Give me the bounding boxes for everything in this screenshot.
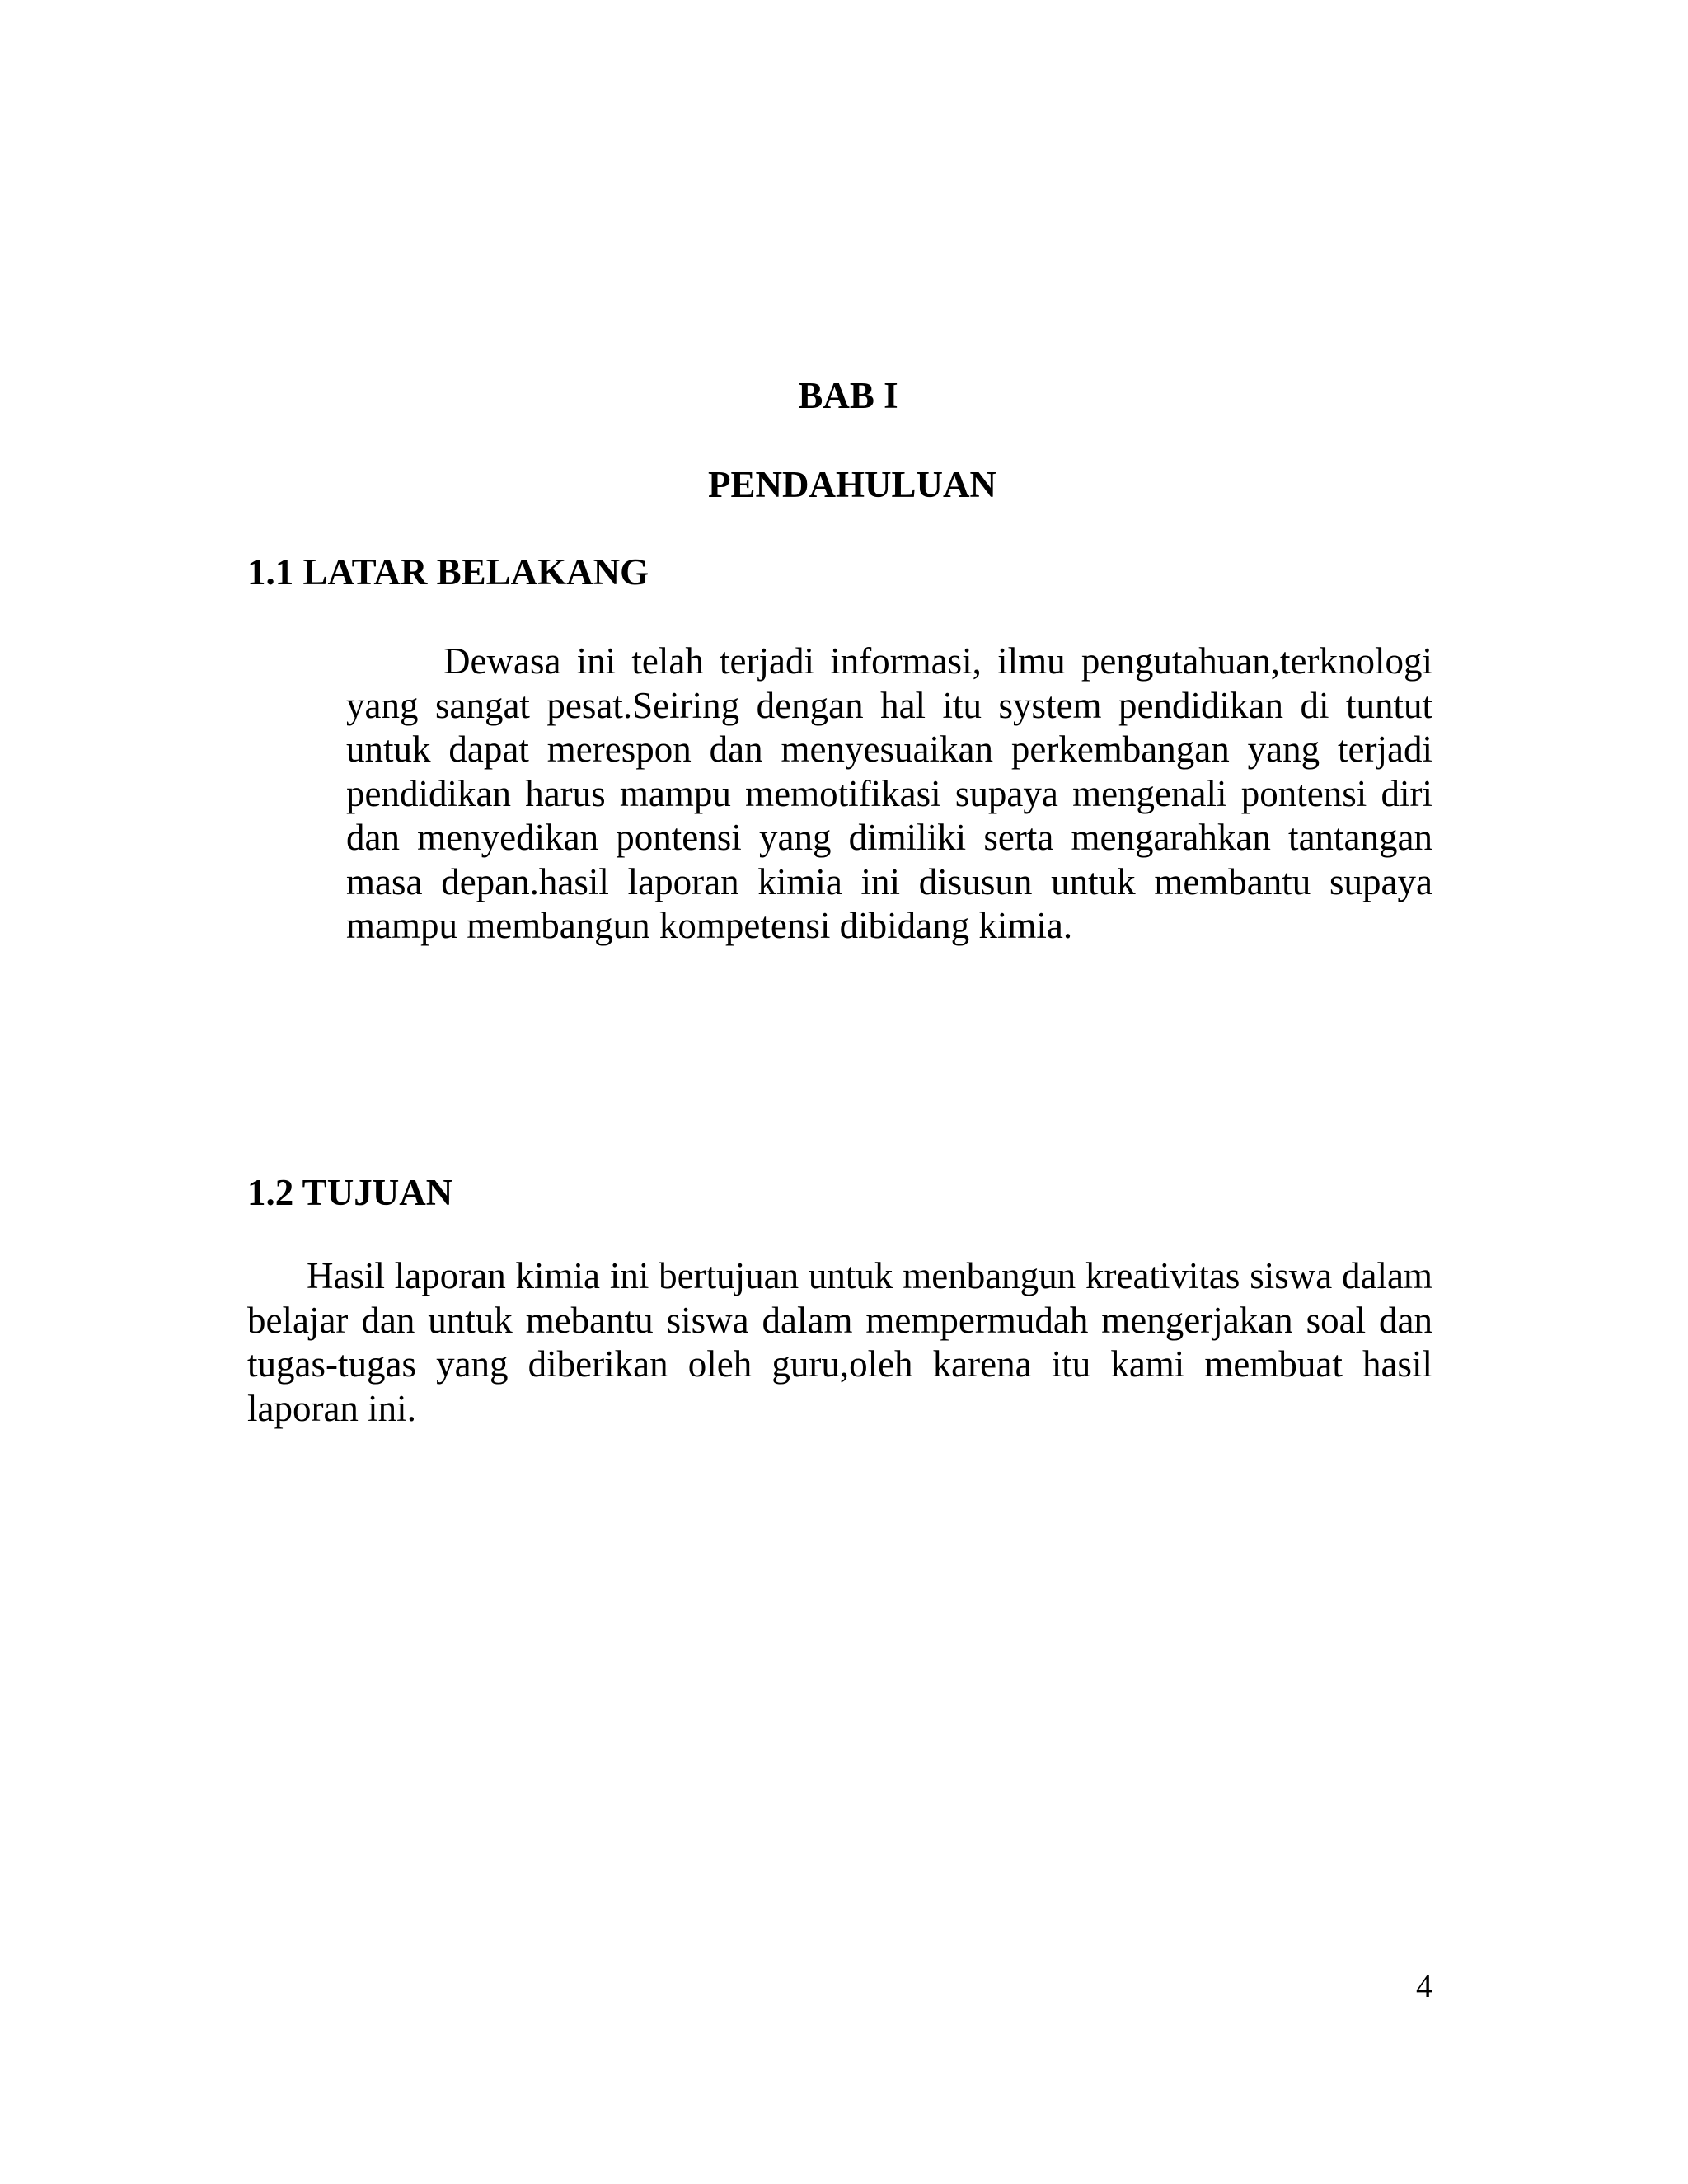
section-heading-tujuan: 1.2 TUJUAN xyxy=(247,1172,453,1213)
section-body-tujuan: Hasil laporan kimia ini bertujuan untuk menbangun kreativitas siswa dalam belajar dan untuk mebantu siswa dalam mempermudah mengerjakan soal dan tugas-tugas yang diberikan oleh guru,oleh karena itu kami membuat hasil laporan ini. xyxy=(247,1255,1432,1429)
section-body-latar-belakang: Dewasa ini telah terjadi informasi, ilmu pengutahuan,terknologi yang sangat pesat.Seiring dengan hal itu system pendidikan di tuntut untuk dapat merespon dan menyesuaikan perkembangan yang terjadi pendidikan harus mampu memotifikasi supaya mengenali pontensi diri dan menyedikan pontensi yang dimiliki serta mengarahkan tantangan masa depan.hasil laporan kimia ini disusun untuk membantu supaya mampu membangun kompetensi dibidang kimia. xyxy=(346,640,1432,946)
chapter-subtitle: PENDAHULUAN xyxy=(707,464,996,505)
chapter-title: BAB I xyxy=(798,375,898,416)
page-number: 4 xyxy=(1416,1967,1432,2004)
section-heading-latar-belakang: 1.1 LATAR BELAKANG xyxy=(247,551,649,593)
